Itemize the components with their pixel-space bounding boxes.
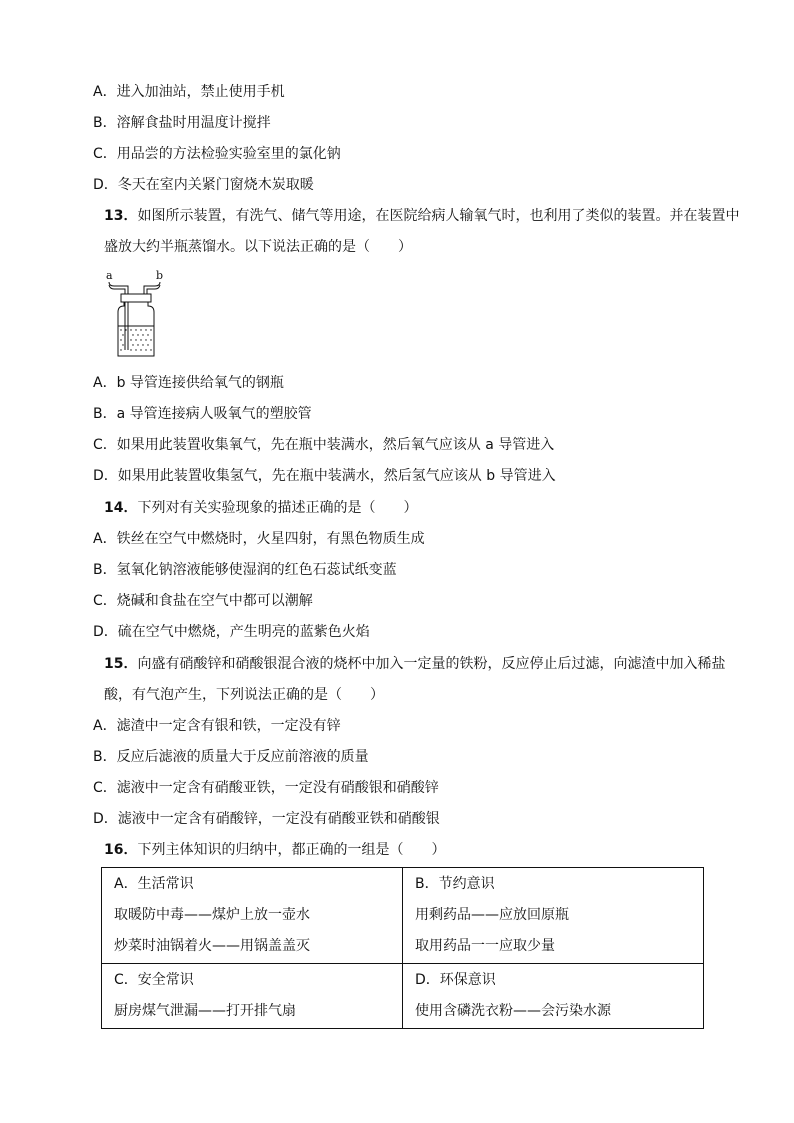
q14-option-a: A．铁丝在空气中燃烧时，火星四射，有黑色物质生成: [93, 531, 425, 547]
cell-a-title: A．生活常识: [114, 876, 194, 892]
q15-stem-line2: 酸，有气泡产生，下列说法正确的是（ ）: [104, 687, 384, 703]
cell-c-line1: 厨房煤气泄漏——打开排气扇: [114, 1003, 296, 1019]
q13-stem-line2: 盛放大约半瓶蒸馏水。以下说法正确的是（ ）: [104, 239, 412, 255]
table-row: [102, 964, 704, 1029]
q15-number: 15．: [104, 656, 138, 672]
q16-number: 16．: [104, 842, 138, 858]
q12-option-b: B．溶解食盐时用温度计搅拌: [93, 115, 271, 131]
q16-stem-line1: 下列主体知识的归纳中，都正确的一组是（ ）: [137, 842, 446, 858]
figure-label-a: a: [106, 269, 113, 282]
q15-option-c: C．滤液中一定含有硝酸亚铁，一定没有硝酸银和硝酸锌: [93, 780, 439, 796]
table-row: [102, 868, 704, 964]
q14-option-b: B．氢氧化钠溶液能够使湿润的红色石蕊试纸变蓝: [93, 562, 397, 578]
table-cell-a: [102, 868, 403, 964]
table-cell-d: [403, 964, 704, 1029]
gas-washing-bottle-figure: [104, 268, 168, 360]
cell-b-line1: 用剩药品——应放回原瓶: [415, 907, 569, 923]
q13-option-b: B．a 导管连接病人吸氧气的塑胶管: [93, 406, 312, 422]
q14-option-c: C．烧碱和食盐在空气中都可以潮解: [93, 593, 313, 609]
cell-b-title: B．节约意识: [415, 876, 495, 892]
q16-stem: [104, 840, 445, 860]
table-cell-c: [102, 964, 403, 1029]
q13-option-a: A．b 导管连接供给氧气的钢瓶: [93, 375, 284, 391]
cell-d-title: D．环保意识: [415, 972, 496, 988]
cell-d-line1: 使用含磷洗衣粉——会污染水源: [415, 1003, 611, 1019]
q15-option-b: B．反应后滤液的质量大于反应前溶液的质量: [93, 749, 369, 765]
table-cell-b: [403, 868, 704, 964]
gas-washing-bottle-icon: [104, 268, 168, 360]
q12-option-a: A．进入加油站，禁止使用手机: [93, 84, 285, 100]
q13-option-d: D．如果用此装置收集氢气，先在瓶中装满水，然后氢气应该从 b 导管进入: [93, 468, 556, 484]
q14-option-d: D．硫在空气中燃烧，产生明亮的蓝紫色火焰: [93, 624, 370, 640]
knowledge-summary-table: [101, 867, 704, 1029]
cell-a-line2: 炒菜时油锅着火——用锅盖盖灭: [114, 938, 310, 954]
q15-option-d: D．滤液中一定含有硝酸锌，一定没有硝酸亚铁和硝酸银: [93, 811, 440, 827]
q12-option-d: D．冬天在室内关紧门窗烧木炭取暖: [93, 177, 314, 193]
q12-option-c: C．用品尝的方法检验实验室里的氯化钠: [93, 146, 341, 162]
q13-stem-line1: 如图所示装置，有洗气、储气等用途，在医院给病人输氧气时，也利用了类似的装置。并在装置中: [137, 208, 740, 224]
cell-b-line2: 取用药品一一应取少量: [415, 938, 555, 954]
cell-a-line1: 取暖防中毒——煤炉上放一壶水: [114, 907, 310, 923]
q14-stem-line1: 下列对有关实验现象的描述正确的是（ ）: [137, 500, 418, 516]
q13-option-c: C．如果用此装置收集氧气，先在瓶中装满水，然后氧气应该从 a 导管进入: [93, 437, 555, 453]
q13-stem: [104, 206, 739, 226]
q13-number: 13．: [104, 208, 138, 224]
q15-option-a: A．滤渣中一定含有银和铁，一定没有锌: [93, 718, 341, 734]
q14-number: 14．: [104, 500, 138, 516]
q15-stem: [104, 654, 725, 674]
figure-label-b: b: [156, 269, 164, 282]
q14-stem: [104, 498, 417, 518]
q15-stem-line1: 向盛有硝酸锌和硝酸银混合液的烧杯中加入一定量的铁粉，反应停止后过滤，向滤渣中加入稀盐: [137, 656, 726, 672]
cell-c-title: C．安全常识: [114, 972, 194, 988]
